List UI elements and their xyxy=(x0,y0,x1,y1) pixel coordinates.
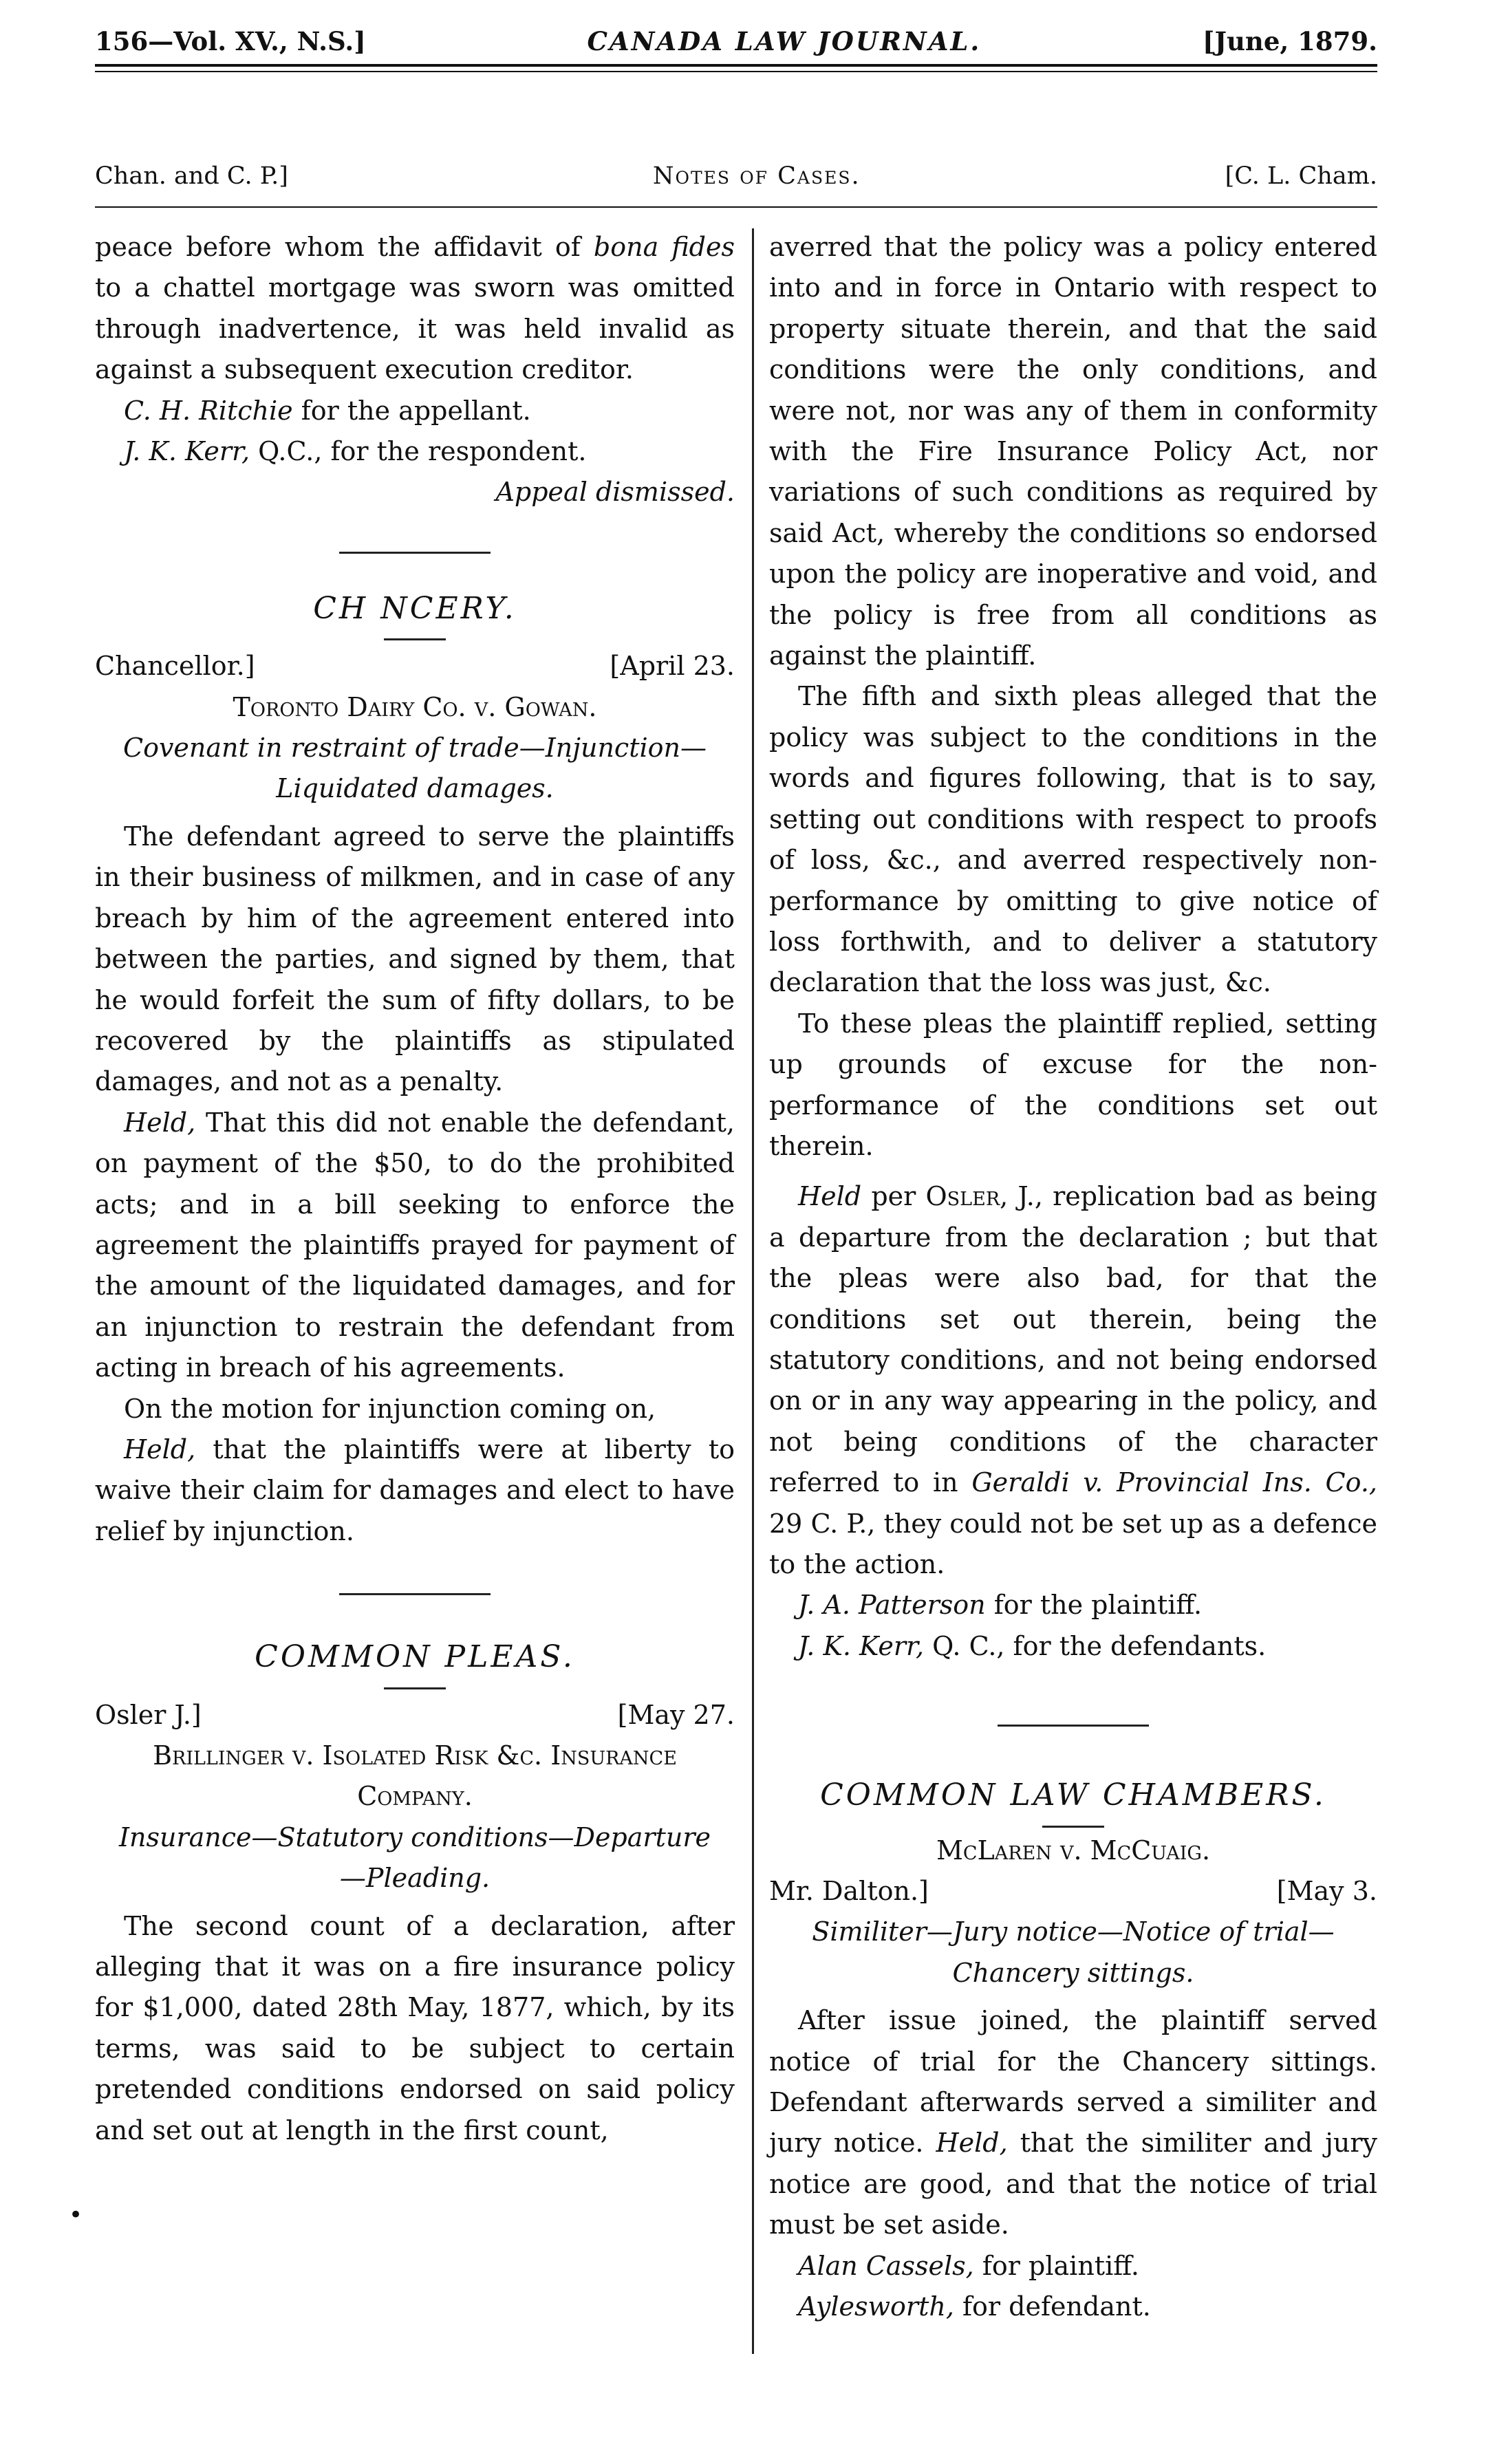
margin-mark: • xyxy=(69,2201,83,2229)
title-rule xyxy=(384,638,446,640)
paragraph: To these pleas the plaintiff replied, setting up grounds of excuse for the non-performance of the conditions set out therein. xyxy=(769,1008,1377,1161)
counsel-line: Alan Cassels, for plaintiff. xyxy=(798,2250,1139,2281)
court-date-line xyxy=(95,646,735,687)
section-separator xyxy=(339,552,491,554)
column-divider xyxy=(752,228,754,2354)
judge: Mr. Dalton.] xyxy=(769,1876,929,1907)
section-separator xyxy=(339,1593,491,1595)
paragraph: The second count of a declaration, after alleging that it was on a fire insurance policy for $1,000, dated 28th May, 1877, which, by its terms, was said to be subject to certain pretended conditions endorsed on said policy and set out at length in the first count, xyxy=(95,1910,735,2146)
court-date-line xyxy=(95,1695,735,1736)
case-title: Brillinger v. Isolated Risk &c. Insurance Company. xyxy=(153,1740,677,1812)
section-separator xyxy=(998,1725,1149,1727)
section-title-common-pleas: COMMON PLEAS. xyxy=(255,1639,575,1675)
holding: Held per Osler, J., replication bad as being a departure from the declaration ; but that the pleas were also bad, for that the conditions set out therein, being the statutory conditions, and not being endorsed on or in any way appearing in the policy, and not being conditions of the character referred to in Geraldi v. Provincial Ins. Co., 29 C. P., they could not be set up as a defence to the action. xyxy=(769,1181,1378,1579)
counsel-line: J. K. Kerr, Q. C., for the defendants. xyxy=(798,1630,1267,1661)
headnote: Covenant in restraint of trade—Injunction— Liquidated damages. xyxy=(123,733,707,804)
counsel-line: C. H. Ritchie for the appellant. xyxy=(124,395,531,426)
section-right: [C. L. Cham. xyxy=(1225,162,1377,190)
header-date: [June, 1879. xyxy=(1203,26,1377,56)
header-rule-thick xyxy=(95,64,1377,67)
headnote: Similiter—Jury notice—Notice of trial— Chancery sittings. xyxy=(812,1916,1335,1988)
left-column xyxy=(95,227,735,2151)
decision-date: [April 23. xyxy=(610,651,735,682)
paragraph: averred that the policy was a policy entered into and in force in Ontario with respect to property situate therein, and that the said conditions were the only conditions, and were not, nor was any of them in conformity with the Fire Insurance Policy Act, nor variations of such conditions as required by said Act, whereby the conditions so endorsed upon the policy are inoperative and void, and the policy is free from all conditions as against the plaintiff. xyxy=(769,232,1377,671)
journal-title: CANADA LAW JOURNAL. xyxy=(587,26,982,56)
holding: Held, That this did not enable the defendant, on payment of the $50, to do the prohibited acts; and in a bill seeking to enforce the agreement the plaintiffs prayed for payment of the amount of the liquidated damages, and for an injunction to restrain the defendant from acting in breach of his agreements. xyxy=(95,1107,735,1383)
court-date-line xyxy=(769,1871,1377,1912)
section-title-chancery: CH NCERY. xyxy=(313,590,517,626)
title-rule xyxy=(384,1687,446,1689)
judge: Chancellor.] xyxy=(95,651,255,682)
header-volume: 156—Vol. XV., N.S.] xyxy=(95,26,366,56)
counsel-line: J. A. Patterson for the plaintiff. xyxy=(798,1590,1203,1621)
paragraph: The fifth and sixth pleas alleged that the policy was subject to the conditions in the words and figures following, that is to say, setting out conditions with respect to proofs of loss, &c., and averred respectively non-performance by omitting to give notice of loss forthwith, and to deliver a statutory declaration that the loss was just, &c. xyxy=(769,681,1377,998)
section-header xyxy=(95,162,1377,190)
judge: Osler J.] xyxy=(95,1699,202,1730)
title-rule xyxy=(1042,1826,1104,1828)
paragraph: The defendant agreed to serve the plaintiffs in their business of milkmen, and in case of any breach by him of the agreement entered into between the parties, and signed by them, that he would forfeit the sum of fifty dollars, to be recovered by the plaintiffs as stipulated damages, and not as a penalty. xyxy=(95,821,735,1097)
paragraph: After issue joined, the plaintiff served notice of trial for the Chancery sittings. Defendant afterwards served a similiter and jury notice. Held, that the similiter and jury notice are good, and that the notice of trial must be set aside. xyxy=(769,2005,1378,2240)
section-rule xyxy=(95,206,1377,208)
section-center: Notes of Cases. xyxy=(652,162,861,190)
case-title: McLaren v. McCuaig. xyxy=(936,1835,1211,1866)
carryover-paragraph: peace before whom the affidavit of bona fides to a chattel mortgage was sworn was omitted through inadvertence, it was held invalid as against a subsequent execution creditor. xyxy=(95,232,735,385)
holding: Held, that the plaintiffs were at liberty to waive their claim for damages and elect to have relief by injunction. xyxy=(95,1434,735,1546)
counsel-line: Aylesworth, for defendant. xyxy=(798,2291,1151,2322)
header-rule-thin xyxy=(95,71,1377,72)
section-left: Chan. and C. P.] xyxy=(95,162,288,190)
decision-date: [May 27. xyxy=(617,1699,735,1730)
decision-date: [May 3. xyxy=(1276,1876,1377,1907)
case-result: Appeal dismissed. xyxy=(495,477,735,508)
counsel-line: J. K. Kerr, Q.C., for the respondent. xyxy=(124,436,587,467)
headnote: Insurance—Statutory conditions—Departure —Pleading. xyxy=(119,1822,711,1894)
paragraph: On the motion for injunction coming on, xyxy=(124,1393,656,1424)
running-header xyxy=(95,26,1377,56)
case-title: Toronto Dairy Co. v. Gowan. xyxy=(233,691,597,722)
section-title-common-law-chambers: COMMON LAW CHAMBERS. xyxy=(820,1777,1326,1813)
right-column xyxy=(769,227,1377,2328)
